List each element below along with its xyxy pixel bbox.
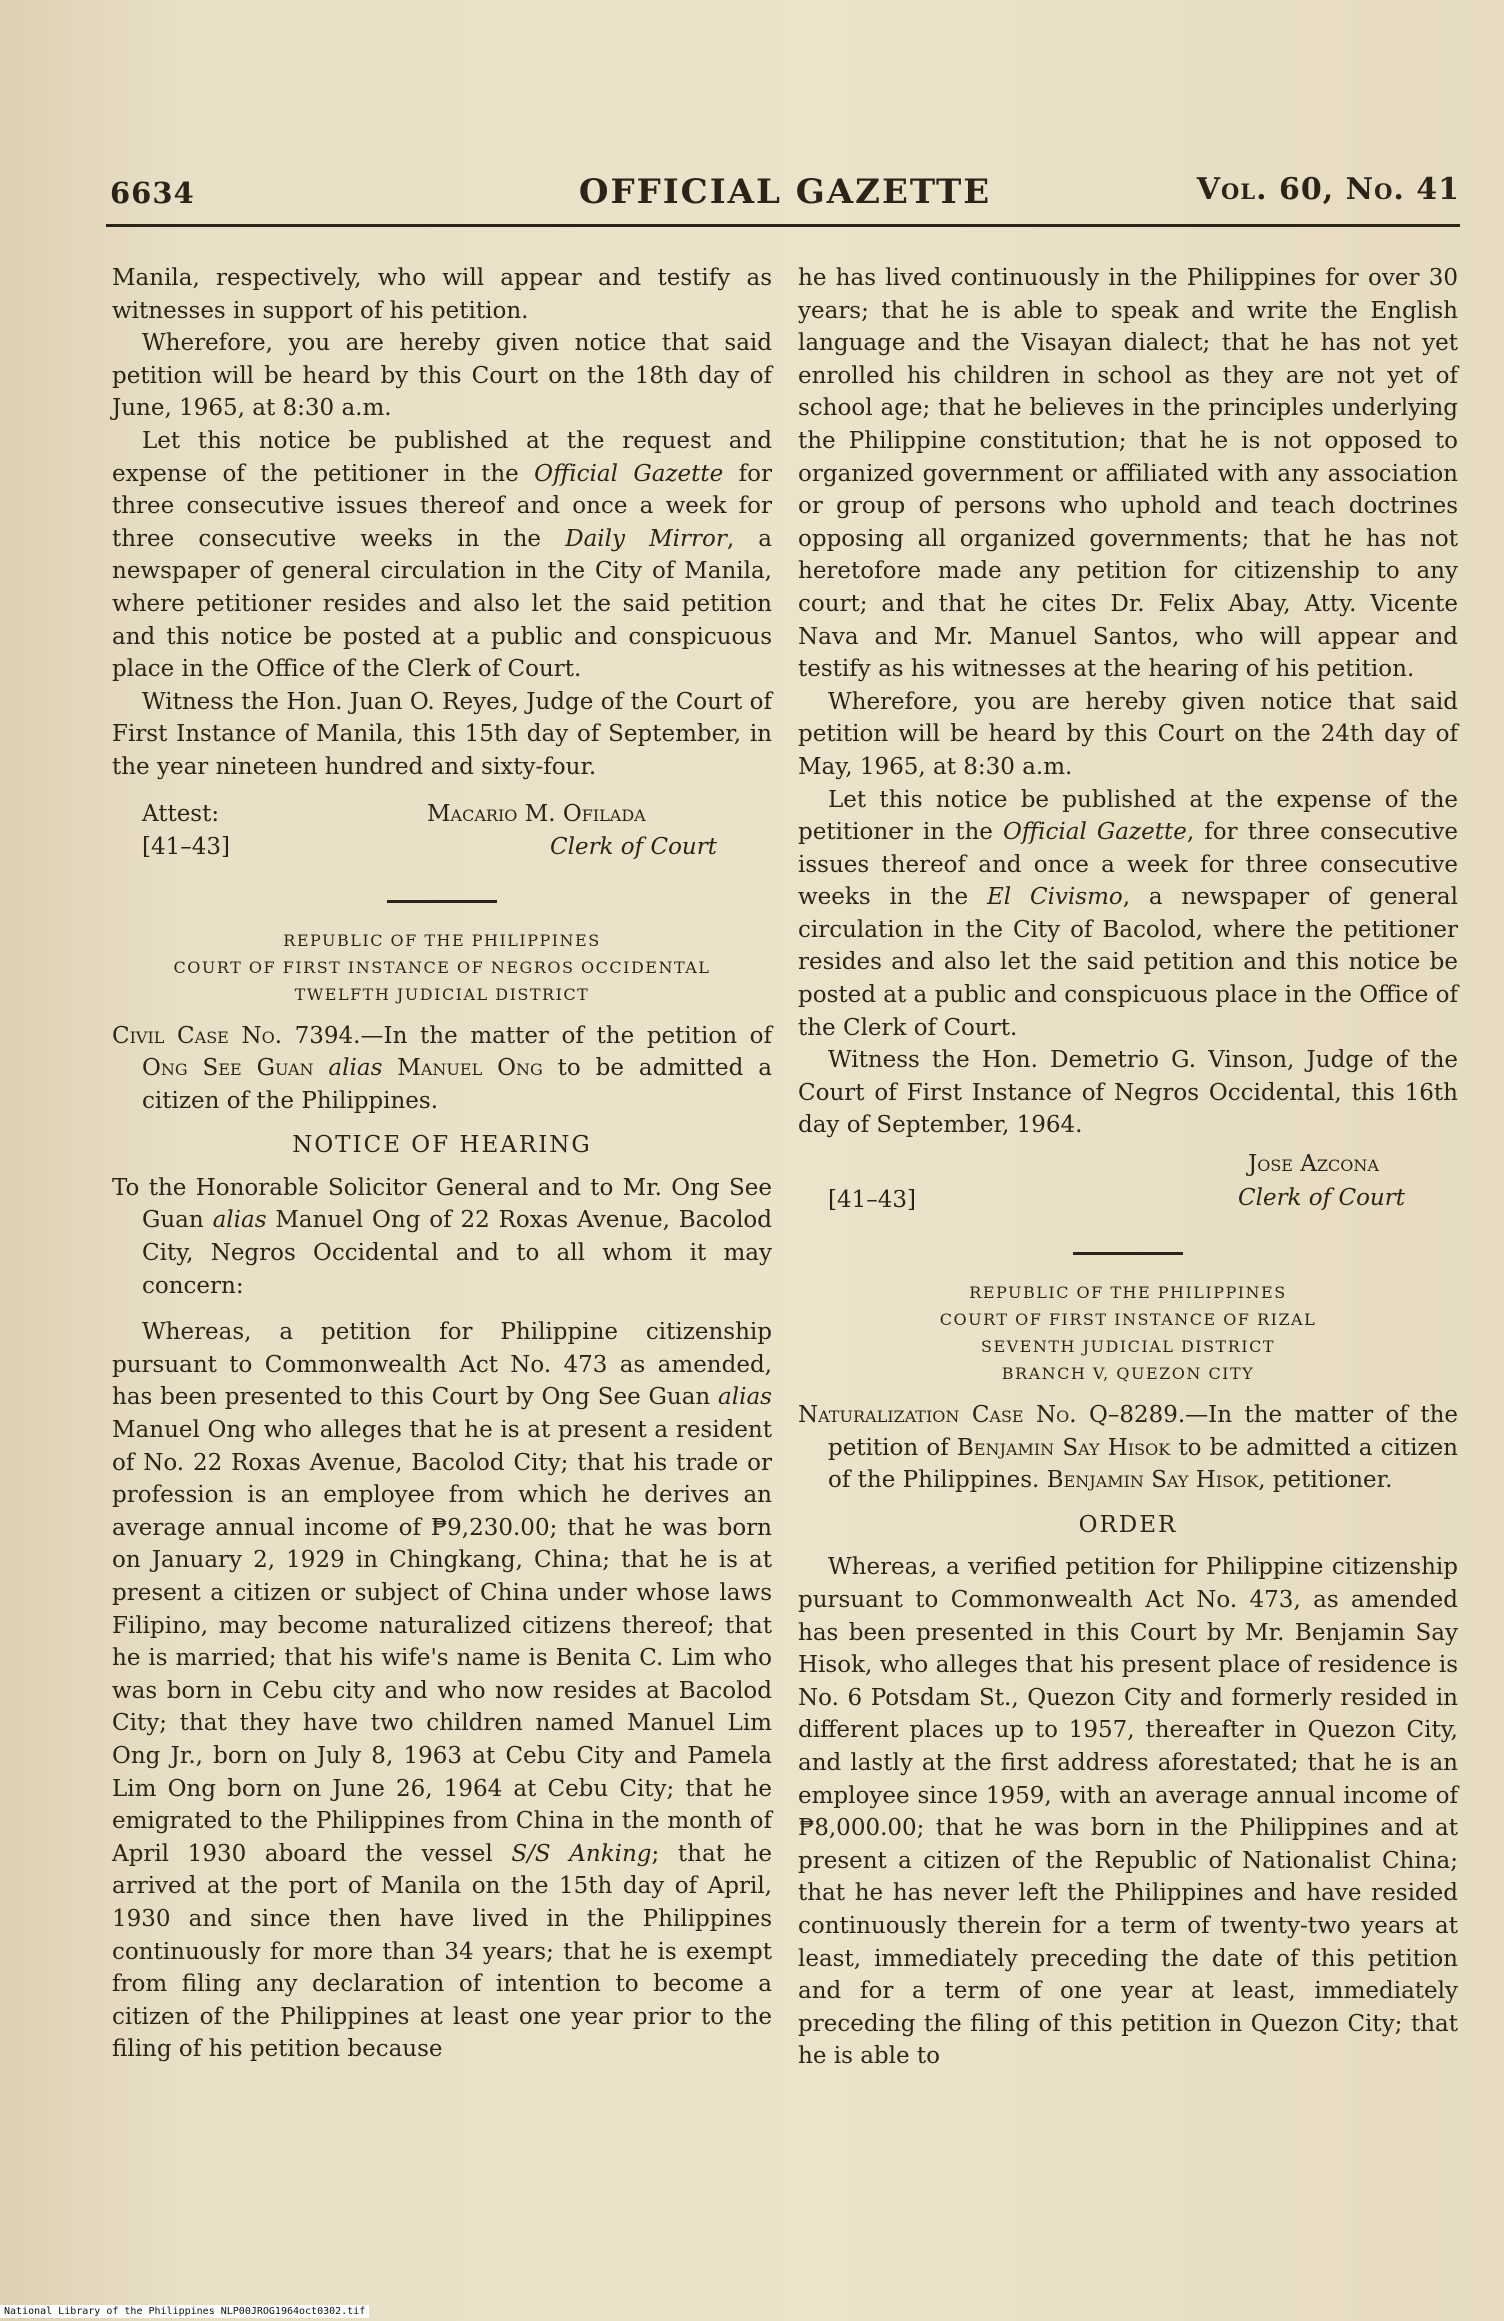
- notice-heading: NOTICE OF HEARING: [292, 1132, 592, 1159]
- scan-footer: National Library of the Philippines NLP00JROG1964oct0302.tif: [0, 2305, 369, 2318]
- case-title: Civil Case No. 7394.—In the matter of the petition of Ong See Guan alias Manuel Ong to be admitted a citizen of the Philippines.: [112, 1022, 773, 1114]
- publication-paragraph: Let this notice be published at the expense of the petitioner in the Official Gazette, for three consecutive issues thereof and once a week for three consecutive weeks in the El Civismo, a newspaper of general circulation in the City of Bacolod, where the petitioner resides and also let the said petition and this notice be posted at a public and conspicuous place in the Office of the Clerk of Court.: [798, 786, 1458, 1041]
- whereas-paragraph: Whereas, a petition for Philippine citizenship pursuant to Commonwealth Act No. 473 as amended, has been presented to this Court by Ong See Guan alias Manuel Ong who alleges that he is at present a resident of No. 22 Roxas Avenue, Bacolod City; that his trade or profession is an employee from which he derives an average annual income of ₱9,230.00; that he was born on January 2, 1929 in Chingkang, China; that he is at present a citizen or subject of China under whose laws Filipino, may become naturalized citizens thereof; that he is married; that his wife's name is Benita C. Lim who was born in Cebu city and who now resides at Bacolod City; that they have two children named Manuel Lim Ong Jr., born on July 8, 1963 at Cebu City and Pamela Lim Ong born on June 26, 1964 at Cebu City; that he emigrated to the Philippines from China in the month of April 1930 aboard the vessel S/S Anking; that he arrived at the port of Manila on the 15th day of April, 1930 and since then have lived in the Philippines continuously for more than 34 years; that he is exempt from filing any declaration of intention to become a citizen of the Philippines at least one year prior to the filing of his petition because: [112, 1319, 773, 2063]
- attestation-block: [112, 798, 772, 868]
- header-rule: [106, 224, 1460, 227]
- order-heading: ORDER: [1078, 1511, 1178, 1538]
- addressee-paragraph: To the Honorable Solicitor General and to Mr. Ong See Guan alias Manuel Ong of 22 Roxas Avenue, Bacolod City, Negros Occidental and to all whom it may concern:: [112, 1174, 772, 1299]
- clerk-title: Clerk of Court: [550, 833, 717, 860]
- paragraph: Wherefore, you are hereby given notice that said petition will be heard by this Court on the 18th day of June, 1965, at 8:30 a.m.: [112, 330, 772, 422]
- paragraph: Witness the Hon. Demetrio G. Vinson, Judge of the Court of First Instance of Negros Occidental, this 16th day of September, 1964.: [798, 1047, 1458, 1139]
- section-divider: [1073, 1252, 1183, 1255]
- court-caption: REPUBLIC OF THE PHILIPPINES COURT OF FIRST INSTANCE OF NEGROS OCCIDENTAL TWELFTH JUDICIAL DISTRICT: [173, 930, 711, 1004]
- page-header: [110, 168, 1460, 218]
- clerk-title: Clerk of Court: [1238, 1185, 1405, 1212]
- issue-reference: [41–43]: [828, 1187, 916, 1214]
- clerk-name: Jose Azcona: [1248, 1151, 1379, 1178]
- volume-number: Vol. 60, No. 41: [1196, 172, 1460, 207]
- paragraph: he has lived continuously in the Philippines for over 30 years; that he is able to speak and write the English language and the Visayan dialect; that he has not yet enrolled his children in school as they are not yet of school age; that he believes in the principles underlying the Philippine constitution; that he is not opposed to organized government or affiliated with any association or group of persons who uphold and teach doctrines opposing all organized governments; that he has not heretofore made any petition for citizenship to any court; and that he cites Dr. Felix Abay, Atty. Vicente Nava and Mr. Manuel Santos, who will appear and testify as his witnesses at the hearing of his petition.: [798, 265, 1458, 683]
- signature-block: [798, 1148, 1458, 1220]
- paragraph: Wherefore, you are hereby given notice that said petition will be heard by this Court on the 24th day of May, 1965, at 8:30 a.m.: [798, 688, 1458, 780]
- attest-label: Attest:: [142, 800, 220, 827]
- paragraph: Manila, respectively, who will appear and testify as witnesses in support of his petition.: [112, 265, 772, 324]
- left-column: [112, 262, 772, 2066]
- court-caption: REPUBLIC OF THE PHILIPPINES COURT OF FIRST INSTANCE OF RIZAL SEVENTH JUDICIAL DISTRICT BRANCH V, QUEZON CITY: [939, 1283, 1317, 1384]
- case-title: Naturalization Case No. Q–8289.—In the matter of the petition of Benjamin Say Hisok to be admitted a citizen of the Philippines. Benjamin Say Hisok, petitioner.: [798, 1402, 1458, 1494]
- page-number: 6634: [110, 176, 195, 210]
- clerk-name: Macario M. Ofilada: [427, 800, 646, 827]
- publication-title: OFFICIAL GAZETTE: [578, 172, 992, 212]
- right-column: [798, 262, 1458, 2073]
- whereas-paragraph: Whereas, a verified petition for Philippine citizenship pursuant to Commonwealth Act No. 473, as amended has been presented in this Court by Mr. Benjamin Say Hisok, who alleges that his present place of residence is No. 6 Potsdam St., Quezon City and formerly resided in different places up to 1957, thereafter in Quezon City, and lastly at the first address aforestated; that he is an employee since 1959, with an average annual income of ₱8,000.00; that he was born in the Philippines and at present a citizen of the Republic of Nationalist China; that he has never left the Philippines and have resided continuously therein for a term of twenty-two years at least, immediately preceding the date of this petition and for a term of one year at least, immediately preceding the filing of this petition in Quezon City; that he is able to: [798, 1554, 1458, 2070]
- paragraph: Witness the Hon. Juan O. Reyes, Judge of the Court of First Instance of Manila, this 15th day of September, in the year nineteen hundred and sixty-four.: [112, 688, 772, 780]
- publication-paragraph: Let this notice be published at the request and expense of the petitioner in the Official Gazette for three consecutive issues thereof and once a week for three consecutive weeks in the Daily Mirror, a newspaper of general circulation in the City of Manila, where petitioner resides and also let the said petition and this notice be posted at a public and conspicuous place in the Office of the Clerk of Court.: [112, 427, 773, 683]
- section-divider: [387, 900, 497, 903]
- issue-reference: [41–43]: [142, 833, 230, 860]
